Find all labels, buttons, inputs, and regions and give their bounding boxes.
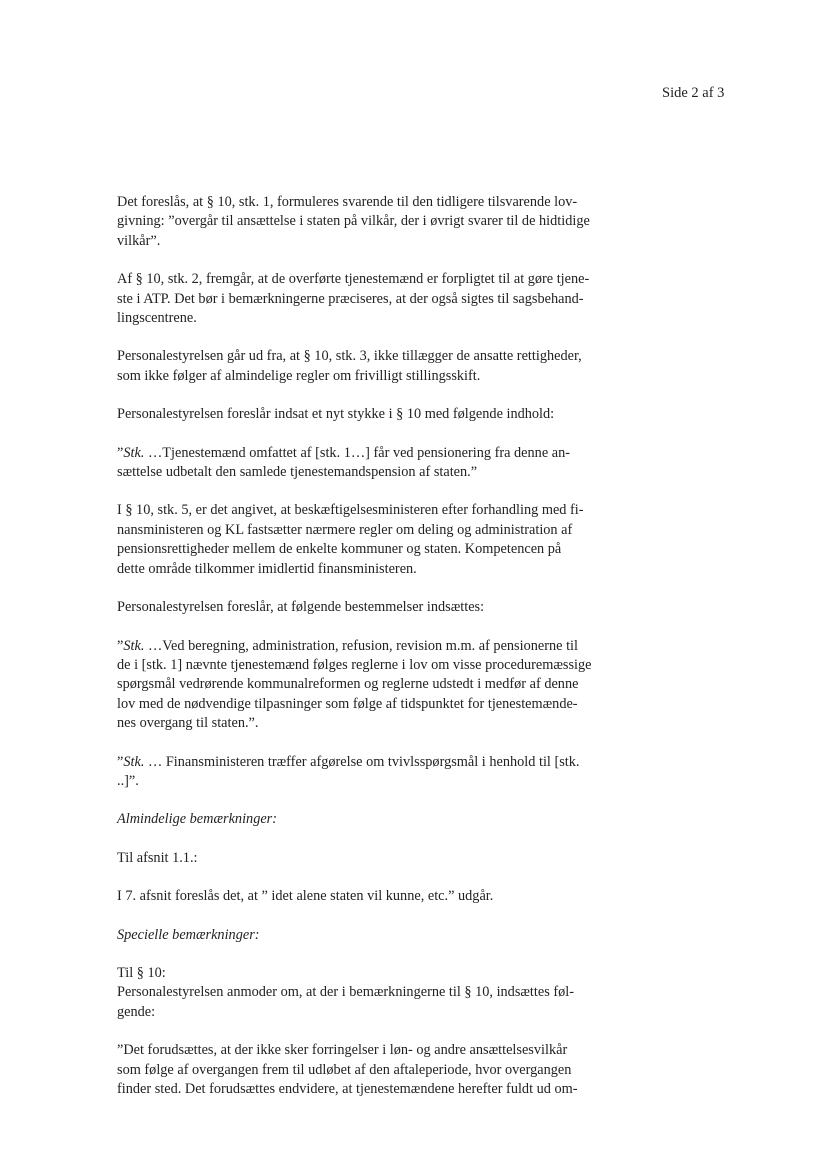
paragraph-9: Til § 10: Personalestyrelsen anmoder om, at der i bemærkningerne til § 10, indsættes føl- gende:	[117, 964, 575, 1020]
quote-2	[117, 637, 615, 734]
paragraph-7: Til afsnit 1.1.:	[117, 849, 198, 866]
quote-2-stk: Stk.	[123, 637, 145, 654]
paragraph-6: Personalestyrelsen foreslår, at følgende bestemmelser indsættes:	[117, 599, 485, 616]
quote-3-stk: Stk.	[123, 753, 145, 770]
quote-1-text: …Tjenestemænd omfattet af [stk. 1…] får ved pensionering fra denne an- sættelse udbetalt den samlede tjenestemandspension af staten.”	[117, 444, 570, 481]
quote-3-prefix: ”	[117, 753, 124, 770]
paragraph-4: Personalestyrelsen foreslår indsat et nyt stykke i § 10 med følgende indhold:	[117, 406, 555, 423]
quote-1	[117, 444, 615, 483]
paragraph-8: I 7. afsnit foreslås det, at ” idet alene staten vil kunne, etc.” udgår.	[117, 888, 494, 905]
document-body	[117, 193, 615, 1099]
quote-1-prefix: ”	[117, 444, 124, 461]
paragraph-10: ”Det forudsættes, at der ikke sker forringelser i løn- og andre ansættelsesvilkår som følge af overgangen frem til udløbet af den aftaleperiode, hvor overgangen finder sted. Det forudsættes endvidere, at tjenestemændene herefter fuldt ud om-	[117, 1042, 578, 1097]
paragraph-5: I § 10, stk. 5, er det angivet, at beskæftigelsesministeren efter forhandling med fi- nansministeren og KL fastsætter nærmere regler om deling og administration af pensionsrettigheder mellem de enkelte kommuner og staten. Kompetencen på dette område tilkommer imidlertid finansministeren.	[117, 502, 584, 577]
page-number: Side 2 af 3	[662, 85, 725, 101]
paragraph-1: Det foreslås, at § 10, stk. 1, formuleres svarende til den tidligere tilsvarende lov- givning: ”overgår til ansættelse i staten på vilkår, der i øvrigt svarer til de hidtidige vilkår”.	[117, 194, 590, 249]
paragraph-2: Af § 10, stk. 2, fremgår, at de overførte tjenestemænd er forpligtet til at gøre tjene- ste i ATP. Det bør i bemærkningerne præciseres, at der også sigtes til sagsbehand- lingscentrene.	[117, 271, 590, 327]
heading-general-remarks: Almindelige bemærkninger:	[117, 811, 278, 828]
paragraph-3: Personalestyrelsen går ud fra, at § 10, stk. 3, ikke tillægger de ansatte rettigheder, som ikke følger af almindelige regler om frivilligt stillingsskift.	[117, 348, 582, 384]
quote-2-text: …Ved beregning, administration, refusion, revision m.m. af pensionerne til de i [stk. 1] nævnte tjenestemænd følges reglerne i lov om visse proceduremæssige spørgsmål vedrørende kommunalreformen og reglerne udstedt i medfør af denne lov med de nødvendige tilpasninger som følge af tidspunktet for tjenestemænde- nes overgang til staten.”.	[117, 637, 592, 732]
heading-special-remarks: Specielle bemærkninger:	[117, 926, 260, 943]
quote-3-text: … Finansministeren træffer afgørelse om tvivlsspørgsmål i henhold til [stk. ..]”.	[117, 753, 580, 789]
quote-3	[117, 753, 615, 792]
quote-1-stk: Stk.	[123, 444, 145, 461]
quote-2-prefix: ”	[117, 637, 124, 654]
